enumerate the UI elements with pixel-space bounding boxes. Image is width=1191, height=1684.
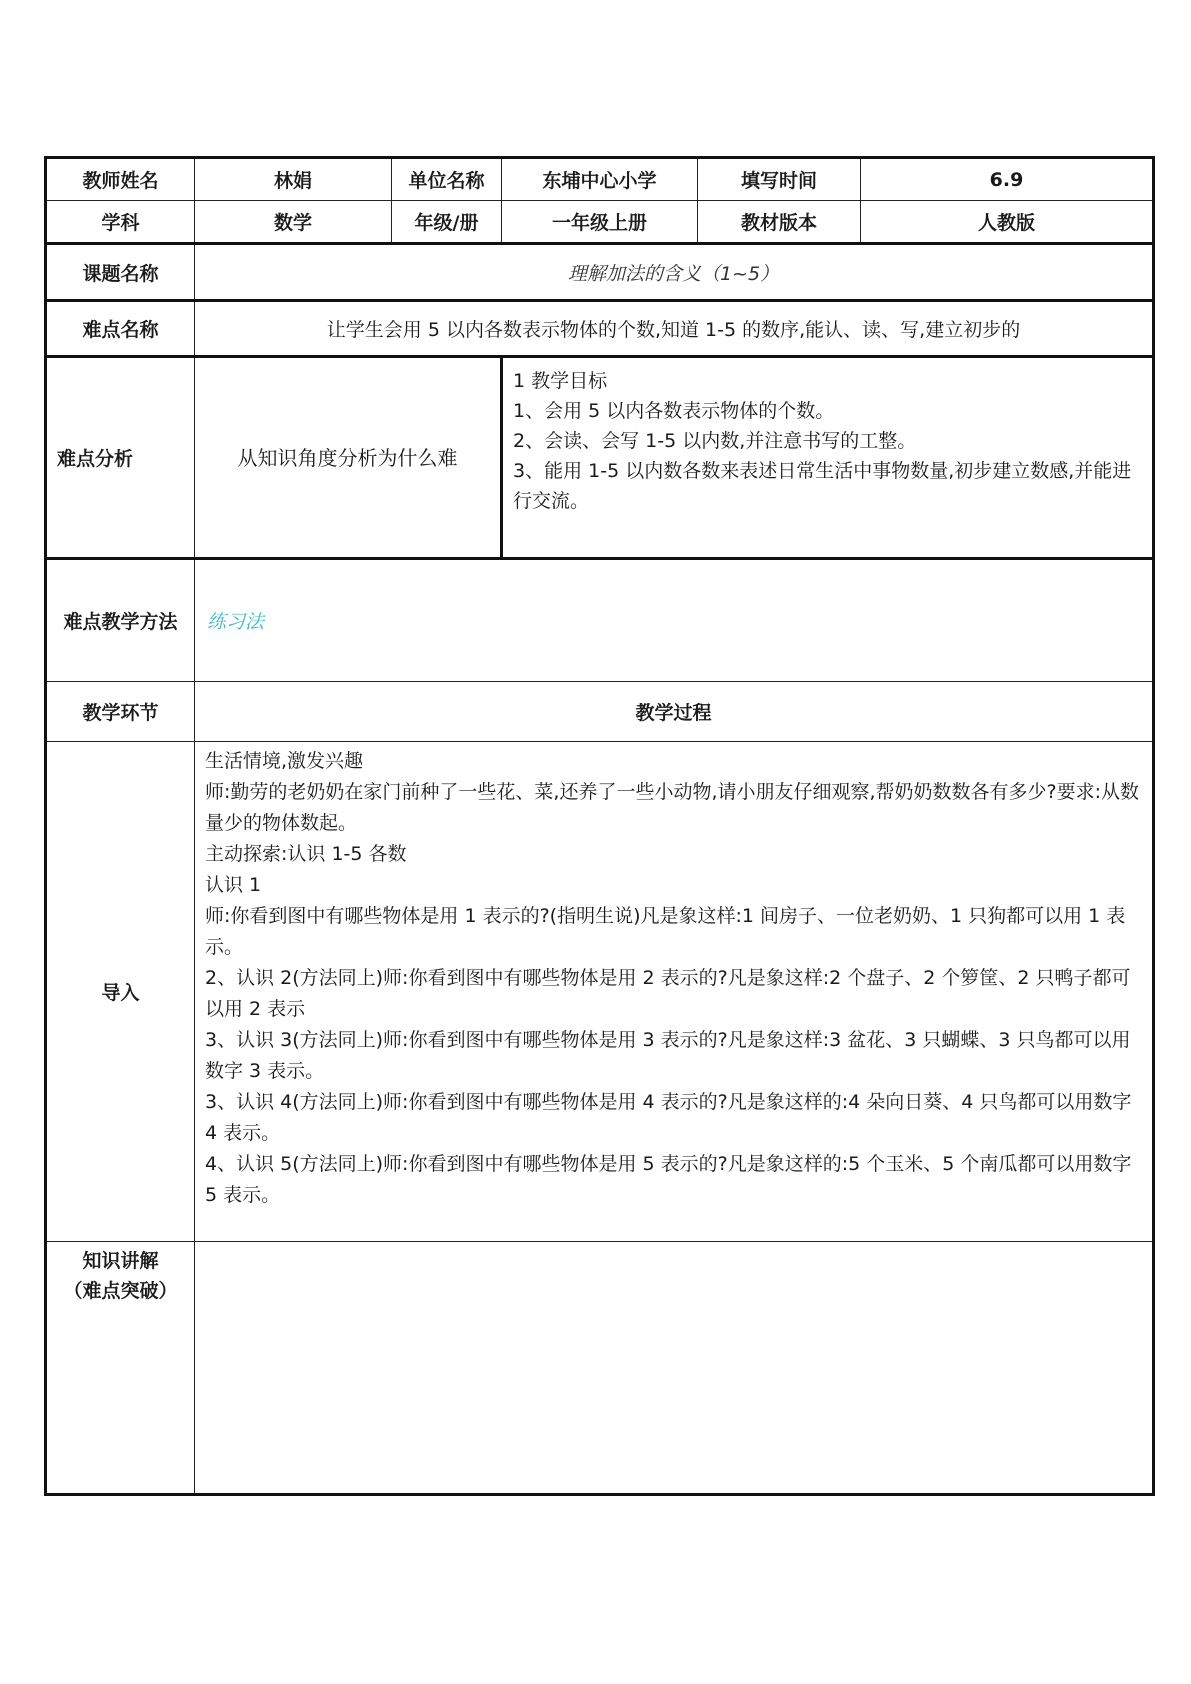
knowledge-label-line1: 知识讲解 — [82, 1250, 159, 1272]
intro-label: 导入 — [46, 742, 195, 1242]
difficulty-value: 让学生会用 5 以内各数表示物体的个数,知道 1-5 的数序,能认、读、写,建立初步的 — [195, 301, 1154, 357]
intro-row — [46, 742, 1154, 1242]
knowledge-row — [46, 1242, 1154, 1495]
lesson-plan-form — [44, 156, 1152, 1496]
teacher-value: 林娟 — [195, 158, 392, 201]
knowledge-content — [195, 1242, 1154, 1495]
subject-label: 学科 — [46, 201, 195, 244]
difficulty-label: 难点名称 — [46, 301, 195, 357]
topic-label: 课题名称 — [46, 244, 195, 301]
intro-line: 2、认识 2(方法同上)师:你看到图中有哪些物体是用 2 表示的?凡是象这样:2 个盘子、2 个箩筐、2 只鸭子都可以用 2 表示 — [205, 967, 1131, 1020]
edition-value: 人教版 — [861, 201, 1154, 244]
analysis-label: 难点分析 — [46, 357, 195, 559]
method-label: 难点教学方法 — [46, 559, 195, 682]
intro-content — [195, 742, 1154, 1242]
grade-label: 年级/册 — [392, 201, 502, 244]
edition-label: 教材版本 — [698, 201, 861, 244]
analysis-line: 1 教学目标 — [513, 370, 608, 392]
analysis-row — [46, 357, 1154, 559]
intro-line: 师:你看到图中有哪些物体是用 1 表示的?(指明生说)凡是象这样:1 间房子、一位老奶奶、1 只狗都可以用 1 表示。 — [205, 905, 1126, 958]
analysis-line: 2、会读、会写 1-5 以内数,并注意书写的工整。 — [513, 430, 917, 452]
date-value: 6.9 — [861, 158, 1154, 201]
intro-line: 主动探索:认识 1-5 各数 — [205, 843, 407, 865]
knowledge-label — [46, 1242, 195, 1495]
knowledge-label-line2: （难点突破） — [63, 1280, 178, 1302]
header-row-2 — [46, 201, 1154, 244]
teacher-label: 教师姓名 — [46, 158, 195, 201]
intro-line: 3、认识 3(方法同上)师:你看到图中有哪些物体是用 3 表示的?凡是象这样:3 盆花、3 只蝴蝶、3 只鸟都可以用数字 3 表示。 — [205, 1029, 1131, 1082]
analysis-line: 1、会用 5 以内各数表示物体的个数。 — [513, 400, 835, 422]
method-row — [46, 559, 1154, 682]
intro-line: 4、认识 5(方法同上)师:你看到图中有哪些物体是用 5 表示的?凡是象这样的:5 个玉米、5 个南瓜都可以用数字 5 表示。 — [205, 1153, 1132, 1206]
difficulty-row — [46, 301, 1154, 357]
stage-label: 教学环节 — [46, 682, 195, 742]
process-label: 教学过程 — [195, 682, 1154, 742]
topic-value: 理解加法的含义（1~5） — [195, 244, 1154, 301]
intro-line: 3、认识 4(方法同上)师:你看到图中有哪些物体是用 4 表示的?凡是象这样的:4 朵向日葵、4 只鸟都可以用数字 4 表示。 — [205, 1091, 1132, 1144]
process-header-row — [46, 682, 1154, 742]
intro-line: 认识 1 — [205, 874, 262, 896]
header-row-1 — [46, 158, 1154, 201]
method-value: 练习法 — [195, 559, 1154, 682]
unit-value: 东埔中心小学 — [502, 158, 698, 201]
lesson-plan-table — [44, 156, 1155, 1496]
date-label: 填写时间 — [698, 158, 861, 201]
analysis-content — [502, 357, 1154, 559]
topic-row — [46, 244, 1154, 301]
subject-value: 数学 — [195, 201, 392, 244]
intro-line: 生活情境,激发兴趣 — [205, 750, 364, 772]
analysis-sub-label: 从知识角度分析为什么难 — [195, 357, 502, 559]
grade-value: 一年级上册 — [502, 201, 698, 244]
intro-line: 师:勤劳的老奶奶在家门前种了一些花、菜,还养了一些小动物,请小朋友仔细观察,帮奶奶数数各有多少?要求:从数量少的物体数起。 — [205, 781, 1140, 834]
analysis-line: 3、能用 1-5 以内数各数来表述日常生活中事物数量,初步建立数感,并能进行交流。 — [513, 460, 1132, 512]
unit-label: 单位名称 — [392, 158, 502, 201]
